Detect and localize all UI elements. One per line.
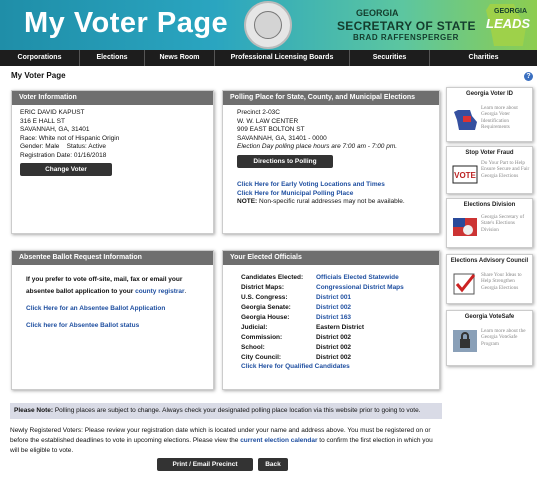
official-row-senate: Georgia Senate: District 002 — [241, 303, 404, 313]
lock-icon — [452, 329, 478, 353]
org-title: SECRETARY OF STATE — [337, 19, 476, 33]
nav-elections[interactable]: Elections — [80, 50, 145, 66]
state-seal-icon — [244, 1, 292, 49]
nav-securities[interactable]: Securities — [350, 50, 430, 66]
nav-professional-licensing[interactable]: Professional Licensing Boards — [215, 50, 350, 66]
notice-label: Please Note: — [14, 407, 54, 414]
help-icon[interactable]: ? — [524, 72, 533, 81]
polling-place-panel — [222, 90, 440, 234]
voter-info-panel — [11, 90, 214, 234]
qualified-candidates-link[interactable]: Click Here for Qualified Candidates — [241, 363, 350, 370]
election-calendar-link[interactable]: current election calendar — [240, 437, 318, 444]
note-label: NOTE: — [237, 198, 258, 205]
sidebar-stop-voter-fraud[interactable]: Stop Voter Fraud VOTE Do Your Part to Help Ensure Secure and Fair Georgia Elections — [446, 146, 533, 194]
georgia-map-thumb-icon — [452, 108, 478, 132]
voter-race: Race: White not of Hispanic Origin — [20, 134, 120, 142]
main-nav — [0, 50, 537, 66]
nav-charities[interactable]: Charities — [468, 54, 499, 61]
officials-table — [241, 273, 404, 363]
absentee-text-line2: absentee ballot application to your — [26, 288, 136, 295]
polling-location-name: W. W. LAW CENTER — [237, 117, 299, 125]
voter-registration-date: Registration Date: 01/16/2018 — [20, 151, 107, 159]
early-voting-link[interactable]: Click Here for Early Voting Locations and Times — [237, 181, 385, 188]
absentee-text-line1: If you prefer to vote off-site, mail, fax or email your — [26, 276, 183, 283]
official-row-commission: Commission: District 002 — [241, 334, 352, 341]
district-maps-link[interactable]: Congressional District Maps — [316, 284, 404, 291]
sidebar-votesafe[interactable]: Georgia VoteSafe Learn more about the Georgia VoteSafe Program — [446, 310, 533, 366]
polling-heading: Polling Place for State, County, and Municipal Elections — [223, 91, 439, 105]
nav-news-room[interactable]: News Room — [145, 50, 215, 66]
officials-statewide-link[interactable]: Officials Elected Statewide — [316, 274, 399, 281]
official-row-judicial: Judicial: Eastern District — [241, 324, 365, 331]
house-district-link[interactable]: District 163 — [316, 314, 352, 321]
polling-city: SAVANNAH, GA, 31401 - 0000 — [237, 134, 327, 142]
header-banner — [0, 0, 537, 50]
municipal-polling-link[interactable]: Click Here for Municipal Polling Place — [237, 189, 354, 197]
absentee-panel: Absentee Ballot Request Information If you prefer to vote off-site, mail, fax or email your absentee ballot application to your county registrar. Click Here for an Absentee Ballot Application Click here for Absentee Ballot status — [11, 250, 214, 390]
absentee-application-link[interactable]: Click Here for an Absentee Ballot Application — [26, 305, 166, 312]
change-voter-info-button[interactable]: Change Voter Information — [20, 163, 112, 176]
absentee-status-link[interactable]: Click here for Absentee Ballot status — [26, 322, 140, 329]
precinct: Precinct 2-03C — [237, 109, 280, 116]
polling-change-notice — [10, 403, 442, 419]
official-row-candidates: Candidates Elected: Officials Elected Statewide — [241, 273, 404, 283]
elections-division-icon — [452, 215, 478, 239]
org-person: BRAD RAFFENSPERGER — [353, 33, 459, 42]
org-state: GEORGIA — [356, 8, 399, 18]
official-row-city-council: City Council: District 002 — [241, 354, 352, 361]
sidebar-voter-id[interactable]: Georgia Voter ID Learn more about Georgia Voter Identification Requirements — [446, 87, 533, 142]
site-title: My Voter Page — [24, 7, 229, 39]
page-title: My Voter Page — [11, 71, 66, 80]
nav-corporations[interactable]: Corporations — [0, 50, 80, 66]
georgia-leads-logo[interactable]: GEORGIA LEADS — [480, 4, 535, 46]
senate-district-link[interactable]: District 002 — [316, 304, 352, 311]
directions-button[interactable]: Directions to Polling Place — [237, 155, 333, 168]
voter-gender-status: Gender: Male Status: Active — [20, 143, 106, 150]
congress-district-link[interactable]: District 001 — [316, 294, 352, 301]
vote-icon-text: VOTE — [454, 171, 476, 180]
new-registration-notice: Newly Registered Voters: Please review your registration date which is located under your name and address above. You must be registered on or before the established deadlines to vote in upcoming elections. Please view the current election calendar to confirm the first election in which you will be eligible to vote. — [10, 427, 433, 454]
print-precinct-card-button[interactable]: Print / Email Precinct Card — [157, 458, 253, 471]
voter-street: 316 E HALL ST — [20, 117, 65, 125]
absentee-heading: Absentee Ballot Request Information — [12, 251, 213, 265]
official-row-house: Georgia House: District 163 — [241, 313, 404, 323]
voter-info-heading: Voter Information — [12, 91, 213, 105]
polling-street: 909 EAST BOLTON ST — [237, 126, 305, 133]
back-button[interactable]: Back — [258, 458, 288, 471]
county-registrar-link[interactable]: county registrar — [135, 288, 185, 295]
checkmark-icon — [452, 272, 478, 296]
officials-heading: Your Elected Officials — [223, 251, 439, 265]
voter-name: ERIC DAVID KAPUST — [20, 109, 85, 116]
note-text: Non-specific rural addresses may not be available. — [257, 198, 405, 205]
vote-box-icon — [452, 162, 478, 186]
official-row-congress: U.S. Congress: District 001 — [241, 293, 404, 303]
sidebar-advisory-council[interactable]: Elections Advisory Council Share Your Ideas to Help Strengthen Georgia Elections — [446, 254, 533, 304]
polling-hours: Election Day polling place hours are 7:00 am - 7:00 pm. — [237, 143, 398, 150]
sidebar-elections-division[interactable]: Elections Division Georgia Secretary of State's Elections Division — [446, 198, 533, 248]
official-row-maps: District Maps: Congressional District Maps — [241, 284, 404, 291]
notice-text: Polling places are subject to change. Always check your designated polling place location via this website prior to going to vote. — [53, 407, 421, 414]
elected-officials-panel — [222, 250, 440, 390]
voter-city: SAVANNAH, GA, 31401 — [20, 126, 90, 133]
official-row-school: School: District 002 — [241, 344, 352, 351]
